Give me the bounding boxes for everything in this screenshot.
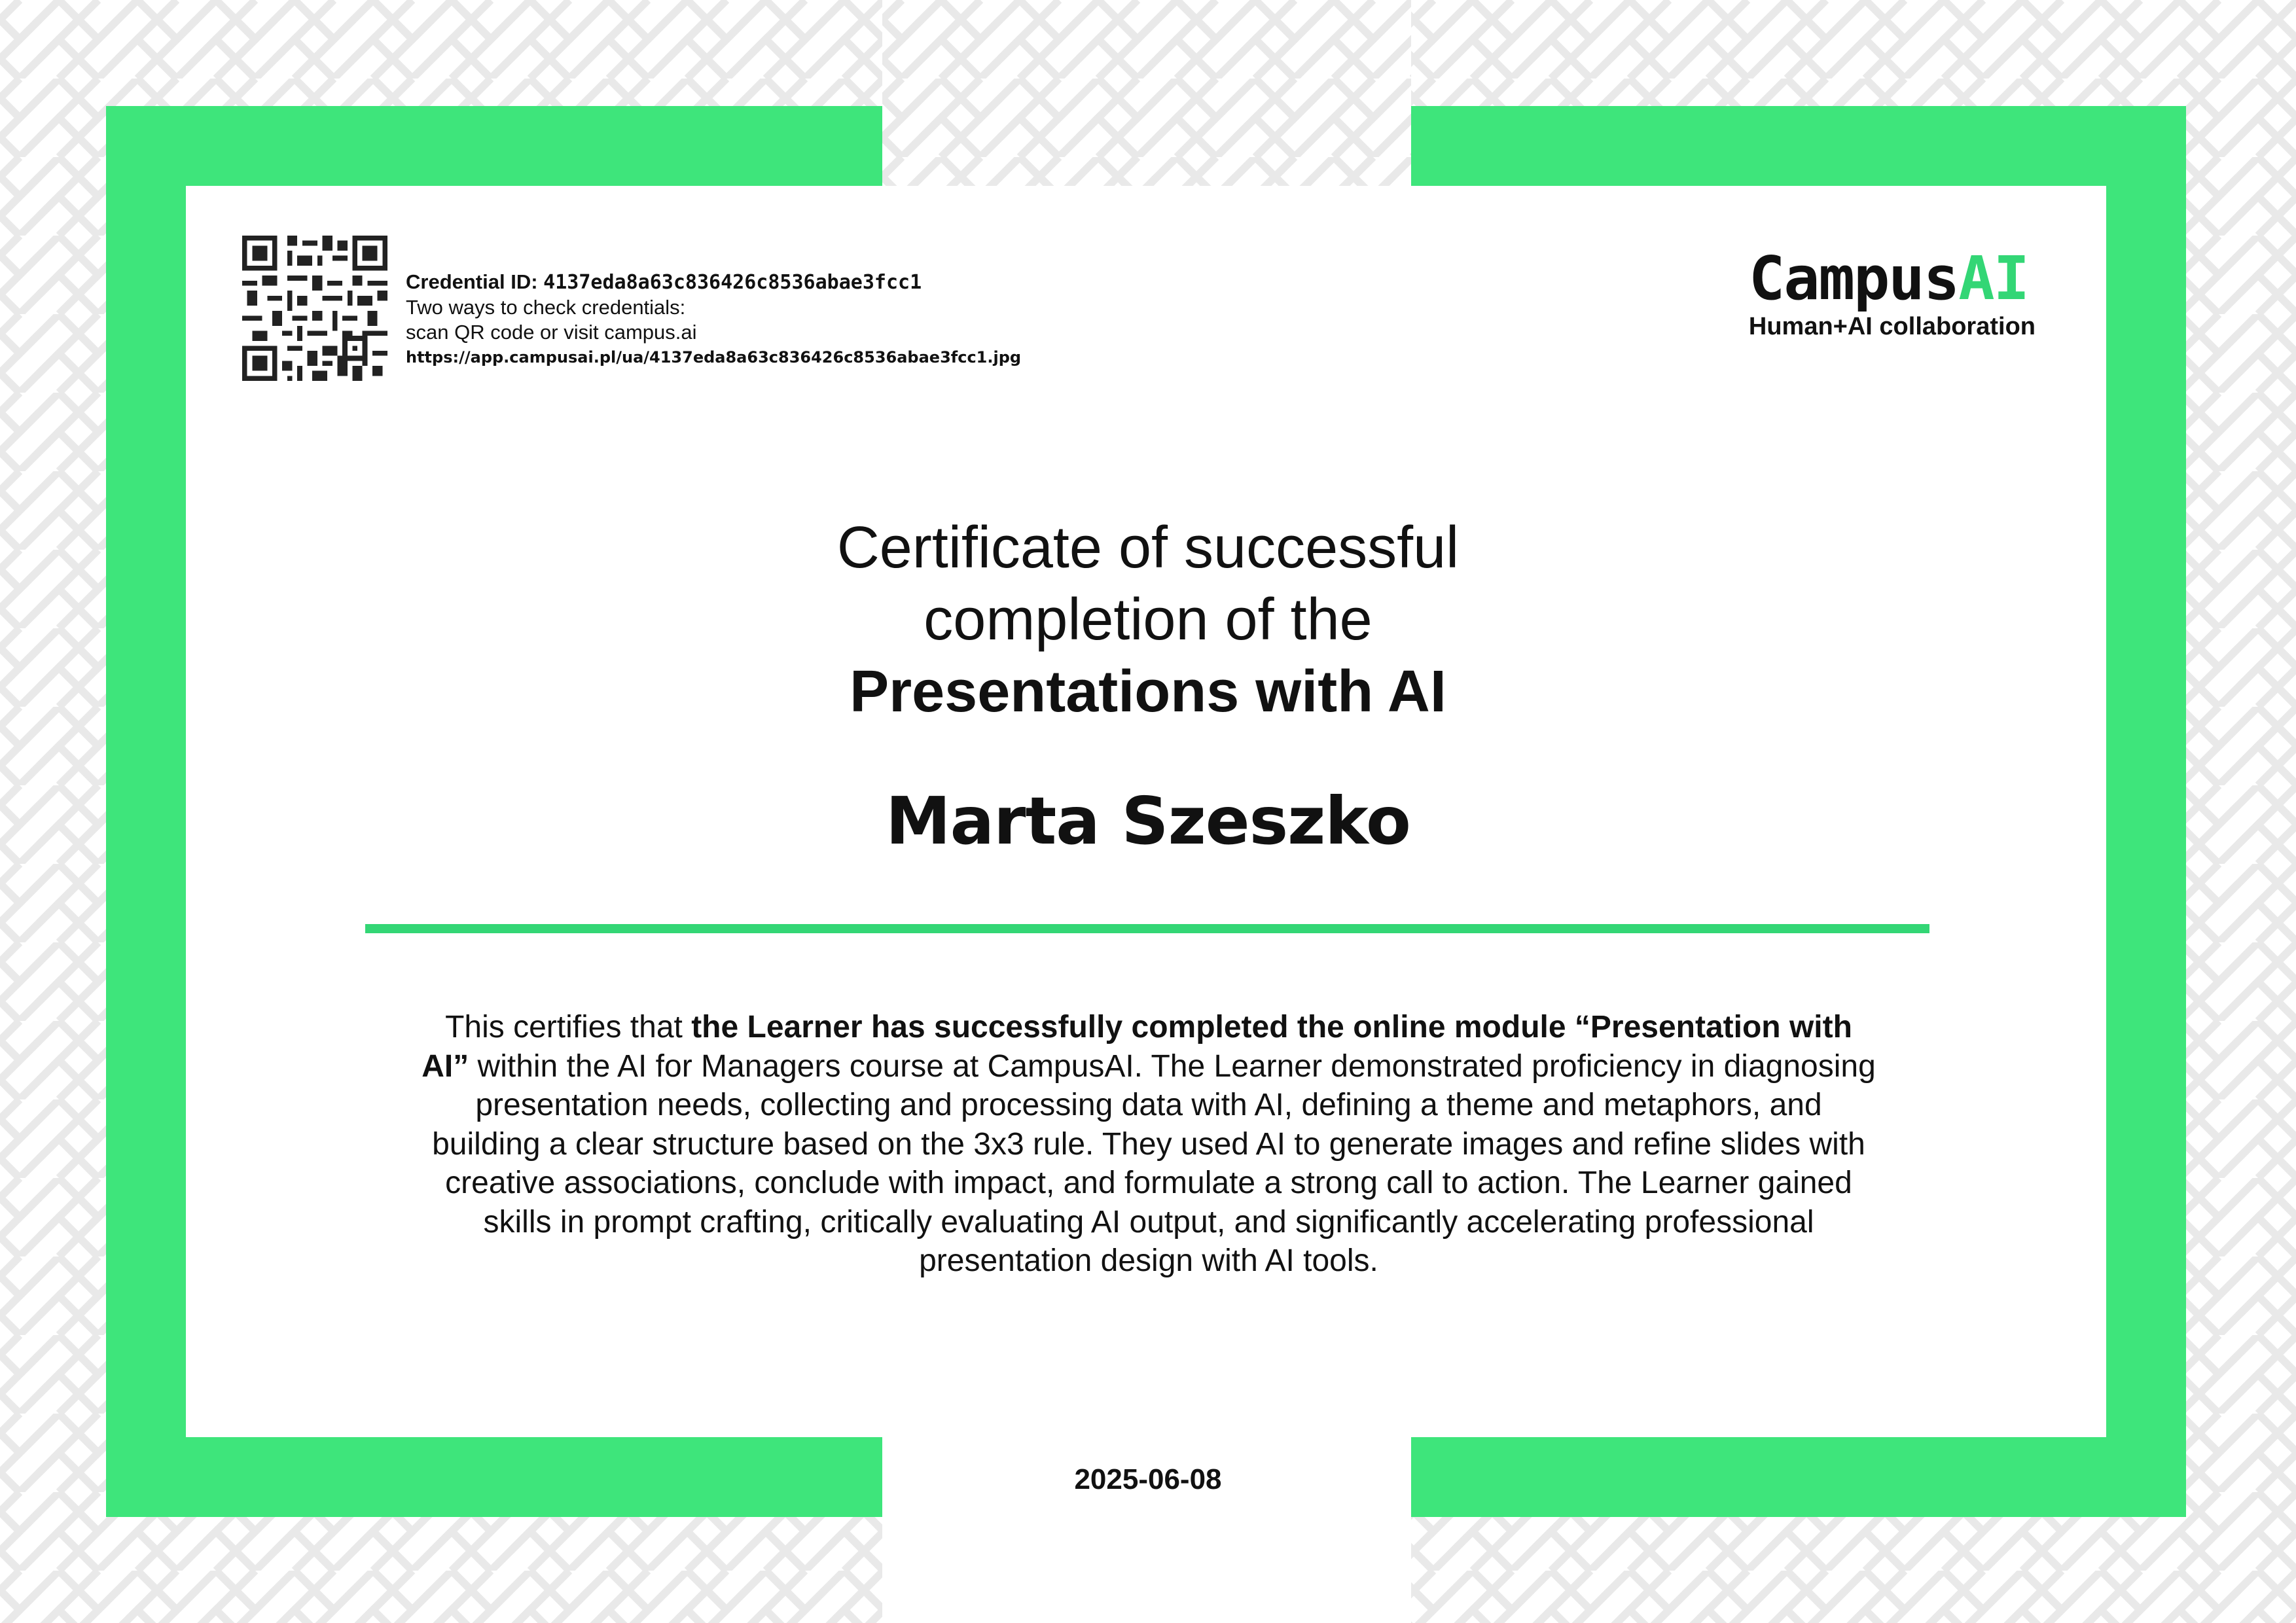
credential-block — [406, 270, 1021, 370]
logo-tagline: Human+AI collaboration — [1748, 313, 2036, 340]
description-intro: This certifies that — [445, 1010, 692, 1044]
certificate-description — [419, 1008, 1878, 1281]
issue-date: 2025-06-08 — [1074, 1463, 1222, 1495]
qr-code-icon — [242, 236, 387, 381]
credential-id-value: 4137eda8a63c836426c8536abae3fcc1 — [543, 271, 922, 294]
credential-url-link[interactable]: https://app.campusai.pl/ua/4137eda8a63c836426c8536abae3fcc1.jpg — [406, 348, 1022, 366]
logo-word-accent: AI — [1958, 243, 2028, 313]
credential-id-row — [406, 270, 1021, 295]
divider-line — [365, 924, 1929, 933]
credential-check-line1: Two ways to check credentials: — [406, 296, 686, 319]
course-name: Presentations with AI — [850, 659, 1446, 724]
credential-check-line2: scan QR code or visit campus.ai — [406, 321, 697, 344]
title-line-2: completion of the — [924, 587, 1372, 652]
frame-gap-top — [882, 0, 1411, 186]
certificate-title — [0, 512, 2296, 728]
description-rest: within the AI for Managers course at CampusAI. The Learner demonstrated proficiency in diagnosing presentation needs, collecting and processing data with AI, defining a theme and metaphors, and building a clear structure based on the 3x3 rule. They used AI to generate images and refine slides with creative associations, conclude with impact, and formulate a strong call to action. The Learner gained skills in prompt crafting, critically evaluating AI output, and significantly accelerating professional presentation design with AI tools. — [432, 1048, 1876, 1278]
logo-word-main: Campus — [1748, 243, 1959, 313]
logo-wordmark — [1748, 243, 2036, 313]
campusai-logo — [1748, 243, 2036, 341]
recipient-name: Marta Szeszko — [886, 783, 1410, 859]
title-line-1: Certificate of successful — [836, 515, 1460, 580]
credential-id-label: Credential ID: — [406, 270, 538, 293]
description-bold: the Learner has successfully completed the online module “Presentation with AI” — [422, 1010, 1852, 1084]
